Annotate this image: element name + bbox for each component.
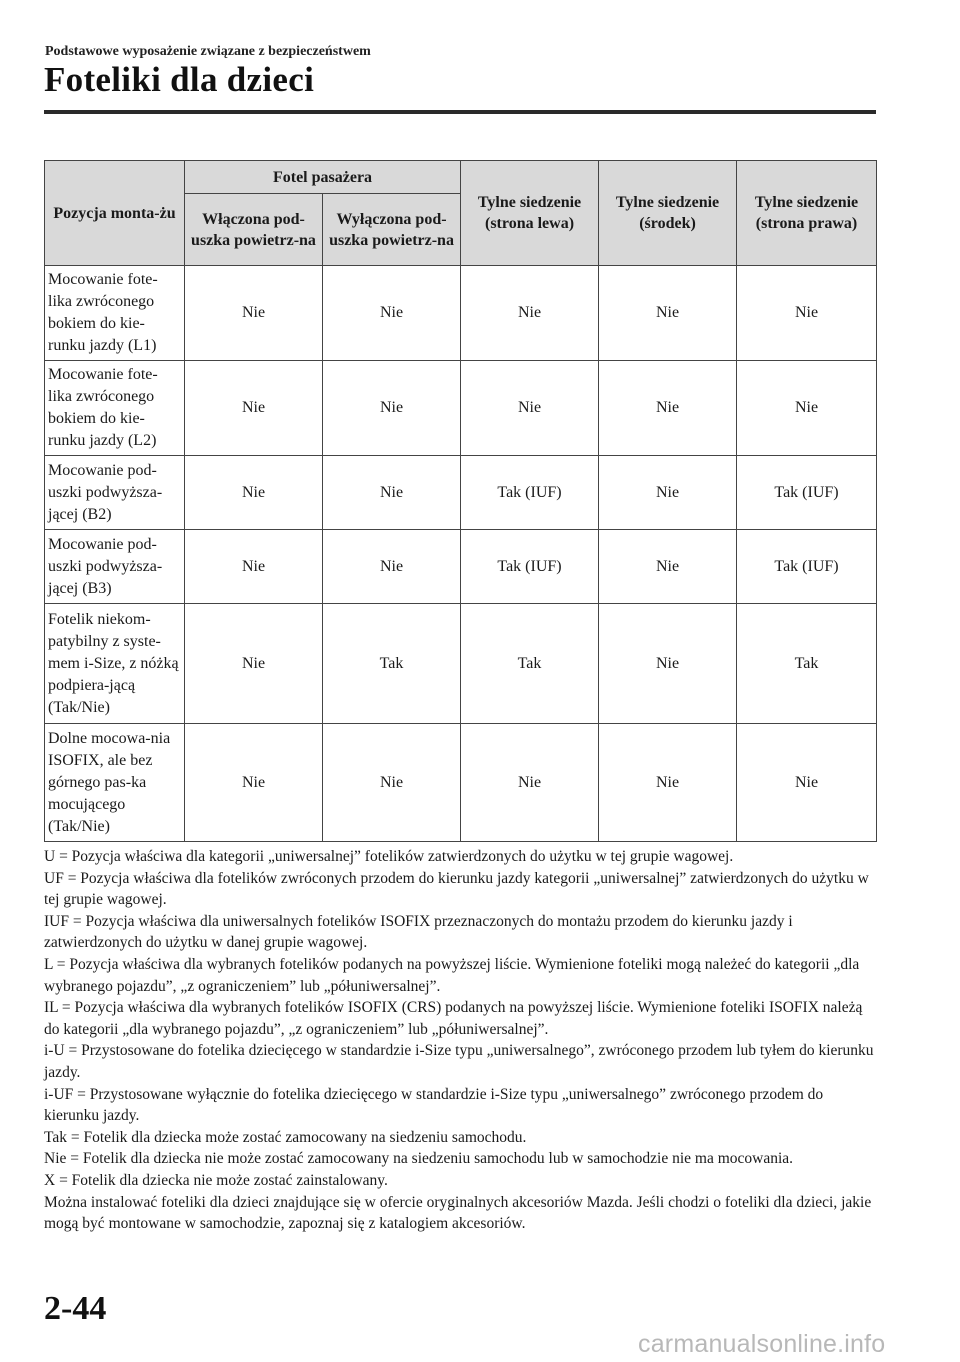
cell-rear-left: Tak (IUF) <box>461 530 599 604</box>
cell-airbag-on: Nie <box>185 530 323 604</box>
cell-airbag-off: Nie <box>323 266 461 361</box>
legend-item-u: U = Pozycja właściwa dla kategorii „uniwersalnej” fotelików zatwierdzonych do użytku w tej grupie wagowej. <box>44 848 734 865</box>
cell-airbag-off: Tak <box>323 604 461 724</box>
cell-rear-right: Nie <box>737 266 877 361</box>
header-row-1 <box>45 161 877 194</box>
cell-rear-center: Nie <box>599 724 737 842</box>
cell-rear-left: Nie <box>461 266 599 361</box>
header-passenger-seat: Fotel pasażera <box>185 161 461 194</box>
cell-airbag-on: Nie <box>185 456 323 530</box>
table-row <box>45 266 877 361</box>
section-heading: Podstawowe wyposażenie związane z bezpieczeństwem <box>45 44 371 59</box>
page-title: Foteliki dla dzieci <box>44 60 315 99</box>
cell-rear-left: Tak <box>461 604 599 724</box>
cell-position: Mocowanie fote-lika zwróconego bokiem do kie-runku jazdy (L1) <box>45 266 185 361</box>
header-airbag-off: Wyłączona pod-uszka powietrz-na <box>323 194 461 266</box>
legend <box>44 846 880 1235</box>
legend-item-nie: Nie = Fotelik dla dziecka nie może zostać zamocowany na siedzeniu samochodu lub w samochodzie nie ma mocowania. <box>44 1150 794 1168</box>
legend-item-l: L = Pozycja właściwa dla wybranych fotelików podanych na powyższej liście. Wymienione foteliki mogą należeć do kategorii „dla wybranego pojazdu”, „z ograniczeniem” lub „półuniwersalnej”. <box>44 955 860 995</box>
legend-item-uf: UF = Pozycja właściwa dla fotelików zwróconych przodem do kierunku jazdy kategorii „uniwersalnej” zatwierdzonych do użytku w tej grupie wagowej. <box>44 869 869 909</box>
cell-rear-left: Nie <box>461 724 599 842</box>
legend-item-x: X = Fotelik dla dziecka nie może zostać zainstalowany. <box>44 1171 388 1189</box>
cell-airbag-on: Nie <box>185 724 323 842</box>
legend-item-tak: Tak = Fotelik dla dziecka może zostać zamocowany na siedzeniu samochodu. <box>44 1128 527 1146</box>
table-row <box>45 530 877 604</box>
cell-airbag-off: Nie <box>323 724 461 842</box>
legend-item-i-u: i-U = Przystosowane do fotelika dziecięcego w standardzie i-Size typu „uniwersalnego”, zwróconego przodem lub tyłem do kierunku jazdy. <box>44 1042 874 1081</box>
watermark: carmanualsonline.info <box>638 1330 886 1358</box>
cell-rear-center: Nie <box>599 530 737 604</box>
legend-item-i-uf: i-UF = Przystosowane wyłącznie do fotelika dziecięcego w standardzie i-Size typu „uniwersalnego” zwróconego przodem do kierunku jazdy. <box>44 1085 824 1125</box>
table-row <box>45 361 877 456</box>
cell-position: Mocowanie pod-uszki podwyższa-jącej (B2) <box>45 456 185 530</box>
header-rear-right: Tylne siedzenie (strona prawa) <box>737 161 877 266</box>
cell-rear-center: Nie <box>599 456 737 530</box>
cell-airbag-off: Nie <box>323 530 461 604</box>
cell-airbag-on: Nie <box>185 361 323 456</box>
legend-note-accessories: Można instalować foteliki dla dzieci znajdujące się w ofercie oryginalnych akcesoriów Mazda. Jeśli chodzi o foteliki dla dzieci, jakie mogą być montowane w samochodzie, zapoznaj się z katalogiem akcesoriów. <box>44 1193 872 1233</box>
cell-position: Mocowanie pod-uszki podwyższa-jącej (B3) <box>45 530 185 604</box>
cell-position: Dolne mocowa-nia ISOFIX, ale bez górnego pas-ka mocującego (Tak/Nie) <box>45 724 185 842</box>
header-rear-center: Tylne siedzenie (środek) <box>599 161 737 266</box>
cell-airbag-on: Nie <box>185 604 323 724</box>
header-position: Pozycja monta-żu <box>45 161 185 266</box>
table-row <box>45 604 877 724</box>
cell-rear-right: Tak <box>737 604 877 724</box>
cell-rear-center: Nie <box>599 604 737 724</box>
header-rear-left: Tylne siedzenie (strona lewa) <box>461 161 599 266</box>
cell-airbag-off: Nie <box>323 361 461 456</box>
cell-rear-center: Nie <box>599 266 737 361</box>
page-number: 2-44 <box>44 1290 107 1327</box>
cell-position: Mocowanie fote-lika zwróconego bokiem do kie-runku jazdy (L2) <box>45 361 185 456</box>
cell-position: Fotelik niekom-patybilny z syste-mem i-Size, z nóżką podpiera-jącą (Tak/Nie) <box>45 604 185 724</box>
cell-airbag-on: Nie <box>185 266 323 361</box>
legend-item-il: IL = Pozycja właściwa dla wybranych fotelików ISOFIX (CRS) podanych na powyższej liście. Wymienione foteliki ISOFIX należą do kategorii „dla wybranego pojazdu”, „z ograniczeniem” lub „półuniwersalnej”. <box>44 999 863 1038</box>
table-row <box>45 456 877 530</box>
cell-rear-right: Tak (IUF) <box>737 456 877 530</box>
cell-rear-left: Nie <box>461 361 599 456</box>
child-seat-table <box>44 160 877 842</box>
table-row <box>45 724 877 842</box>
cell-airbag-off: Nie <box>323 456 461 530</box>
title-underline <box>44 110 876 114</box>
legend-item-iuf: IUF = Pozycja właściwa dla uniwersalnych fotelików ISOFIX przeznaczonych do montażu przodem do kierunku jazdy i zatwierdzonych do użytku w danej grupie wagowej. <box>44 912 793 952</box>
header-airbag-on: Włączona pod-uszka powietrz-na <box>185 194 323 266</box>
cell-rear-right: Nie <box>737 724 877 842</box>
cell-rear-left: Tak (IUF) <box>461 456 599 530</box>
cell-rear-center: Nie <box>599 361 737 456</box>
cell-rear-right: Nie <box>737 361 877 456</box>
cell-rear-right: Tak (IUF) <box>737 530 877 604</box>
